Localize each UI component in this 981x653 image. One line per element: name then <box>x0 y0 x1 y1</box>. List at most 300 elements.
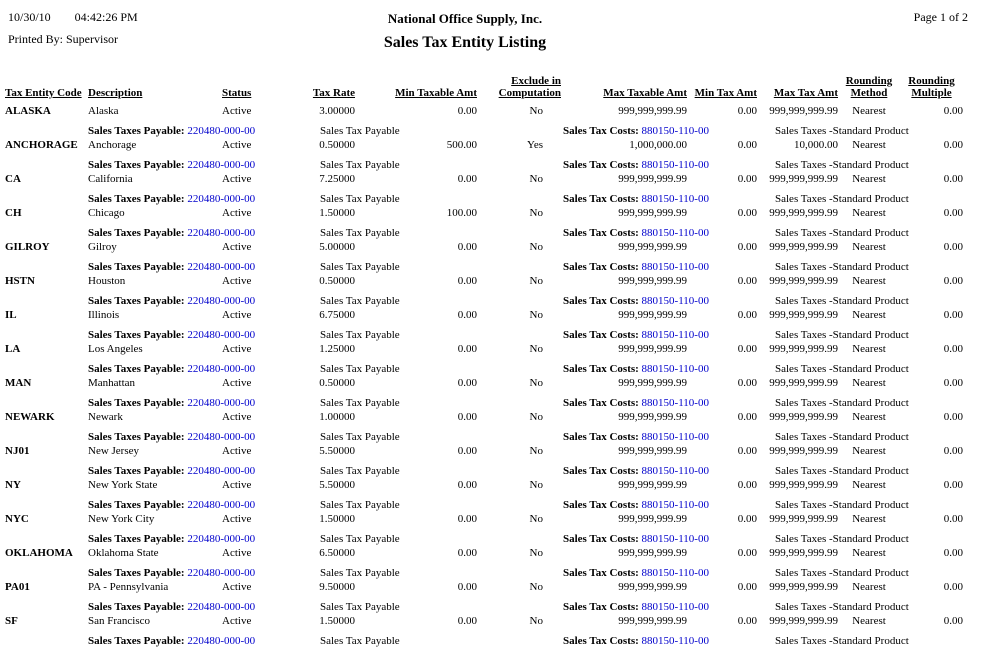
entity-max-tax-amt: 999,999,999.99 <box>769 547 838 559</box>
sales-tax-costs-account-link[interactable]: 880150-110-00 <box>641 193 709 205</box>
col-header-tax-rate: Tax Rate <box>312 87 355 99</box>
entity-exclude-in-computation: No <box>529 581 543 593</box>
entity-max-tax-amt: 999,999,999.99 <box>769 241 838 253</box>
entity-row <box>0 241 981 261</box>
entity-description: San Francisco <box>88 615 151 627</box>
entity-max-tax-amt: 999,999,999.99 <box>769 615 838 627</box>
entity-min-tax-amt: 0.00 <box>737 207 757 219</box>
sales-tax-costs-label: Sales Tax Costs: <box>563 465 639 477</box>
entity-status: Active <box>222 479 252 491</box>
sales-taxes-payable-description: Sales Tax Payable <box>320 397 400 409</box>
entity-rounding-multiple: 0.00 <box>943 139 963 151</box>
sales-taxes-payable-label: Sales Taxes Payable: <box>88 601 185 613</box>
sales-taxes-payable-description: Sales Tax Payable <box>320 295 400 307</box>
tax-entity-block <box>0 479 981 513</box>
sales-tax-costs-group <box>563 567 709 580</box>
tax-entity-block <box>0 377 981 411</box>
entity-description: New Jersey <box>88 445 140 457</box>
col-header-status: Status <box>222 87 252 99</box>
sales-tax-costs-description: Sales Taxes -Standard Product <box>775 601 909 613</box>
accounts-row <box>0 295 981 309</box>
entity-min-taxable-amt: 0.00 <box>457 513 477 525</box>
report-date: 10/30/10 <box>8 10 51 24</box>
tax-entity-block <box>0 445 981 479</box>
entity-min-tax-amt: 0.00 <box>737 479 757 491</box>
sales-taxes-payable-account-link[interactable]: 220480-000-00 <box>187 329 256 341</box>
col-header-rounding-multiple: Rounding Multiple <box>908 75 955 99</box>
sales-tax-costs-account-link[interactable]: 880150-110-00 <box>641 295 709 307</box>
sales-taxes-payable-group <box>88 159 255 172</box>
entity-rounding-multiple: 0.00 <box>943 241 963 253</box>
sales-tax-costs-label: Sales Tax Costs: <box>563 533 639 545</box>
accounts-row <box>0 567 981 581</box>
tax-entity-block <box>0 207 981 241</box>
entity-rounding-multiple: 0.00 <box>943 411 963 423</box>
sales-tax-costs-group <box>563 193 709 206</box>
entity-description: New York State <box>88 479 158 491</box>
entity-min-taxable-amt: 0.00 <box>457 105 477 117</box>
sales-taxes-payable-label: Sales Taxes Payable: <box>88 261 185 273</box>
sales-taxes-payable-account-link[interactable]: 220480-000-00 <box>187 601 256 613</box>
entity-tax-rate: 0.50000 <box>319 275 355 287</box>
sales-tax-costs-description: Sales Taxes -Standard Product <box>775 159 909 171</box>
entity-max-tax-amt: 999,999,999.99 <box>769 581 838 593</box>
entity-code: LA <box>5 343 21 355</box>
sales-taxes-payable-label: Sales Taxes Payable: <box>88 635 185 647</box>
sales-taxes-payable-description: Sales Tax Payable <box>320 465 400 477</box>
sales-tax-costs-group <box>563 499 709 512</box>
sales-taxes-payable-account-link[interactable]: 220480-000-00 <box>187 125 256 137</box>
entity-status: Active <box>222 207 252 219</box>
entity-max-tax-amt: 10,000.00 <box>794 139 838 151</box>
col-header-min-tax-amt: Min Tax Amt <box>694 87 757 99</box>
sales-taxes-payable-description: Sales Tax Payable <box>320 159 400 171</box>
sales-taxes-payable-label: Sales Taxes Payable: <box>88 533 185 545</box>
entity-rounding-multiple: 0.00 <box>943 207 963 219</box>
entity-rounding-method: Nearest <box>852 513 886 525</box>
sales-taxes-payable-group <box>88 397 255 410</box>
entity-tax-rate: 1.50000 <box>319 615 355 627</box>
entity-status: Active <box>222 445 252 457</box>
entity-rounding-method: Nearest <box>852 581 886 593</box>
entity-exclude-in-computation: No <box>529 343 543 355</box>
sales-taxes-payable-description: Sales Tax Payable <box>320 601 400 613</box>
sales-tax-costs-description: Sales Taxes -Standard Product <box>775 363 909 375</box>
sales-tax-costs-account-link[interactable]: 880150-110-00 <box>641 567 709 579</box>
entity-status: Active <box>222 139 252 151</box>
entity-description: California <box>88 173 133 185</box>
entity-status: Active <box>222 343 252 355</box>
sales-tax-costs-account-link[interactable]: 880150-110-00 <box>641 227 709 239</box>
sales-tax-costs-label: Sales Tax Costs: <box>563 397 639 409</box>
entity-tax-rate: 1.50000 <box>319 513 355 525</box>
sales-tax-costs-group <box>563 601 709 614</box>
sales-tax-costs-account-link[interactable]: 880150-110-00 <box>641 601 709 613</box>
entity-max-taxable-amt: 999,999,999.99 <box>618 615 687 627</box>
sales-taxes-payable-account-link[interactable]: 220480-000-00 <box>187 635 256 647</box>
sales-taxes-payable-group <box>88 329 255 342</box>
sales-taxes-payable-description: Sales Tax Payable <box>320 499 400 511</box>
entity-rounding-method: Nearest <box>852 547 886 559</box>
entity-status: Active <box>222 615 252 627</box>
sales-taxes-payable-label: Sales Taxes Payable: <box>88 295 185 307</box>
entity-rounding-method: Nearest <box>852 173 886 185</box>
entity-exclude-in-computation: No <box>529 411 543 423</box>
report-time: 04:42:26 PM <box>74 10 138 24</box>
sales-taxes-payable-account-link[interactable]: 220480-000-00 <box>187 533 256 545</box>
sales-taxes-payable-description: Sales Tax Payable <box>320 533 400 545</box>
entity-min-taxable-amt: 0.00 <box>457 615 477 627</box>
entity-row <box>0 581 981 601</box>
sales-tax-costs-label: Sales Tax Costs: <box>563 159 639 171</box>
entity-status: Active <box>222 411 252 423</box>
col-header-exclude-in-computation: Exclude in Computation <box>498 75 561 99</box>
sales-tax-costs-group <box>563 125 709 138</box>
accounts-row <box>0 601 981 615</box>
entity-rounding-multiple: 0.00 <box>943 479 963 491</box>
entity-description: Illinois <box>88 309 120 321</box>
tax-entity-block <box>0 513 981 547</box>
sales-taxes-payable-group <box>88 431 255 444</box>
entity-code: NY <box>5 479 21 491</box>
sales-tax-costs-label: Sales Tax Costs: <box>563 499 639 511</box>
sales-tax-costs-label: Sales Tax Costs: <box>563 601 639 613</box>
entity-min-taxable-amt: 0.00 <box>457 309 477 321</box>
entity-exclude-in-computation: No <box>529 513 543 525</box>
sales-taxes-payable-label: Sales Taxes Payable: <box>88 125 185 137</box>
sales-taxes-payable-account-link[interactable]: 220480-000-00 <box>187 397 256 409</box>
entity-row <box>0 377 981 397</box>
accounts-row <box>0 533 981 547</box>
sales-taxes-payable-label: Sales Taxes Payable: <box>88 499 185 511</box>
entity-description: New York City <box>88 513 155 525</box>
entity-rounding-method: Nearest <box>852 377 886 389</box>
tax-entity-block <box>0 275 981 309</box>
sales-taxes-payable-account-link[interactable]: 220480-000-00 <box>187 431 256 443</box>
sales-tax-costs-description: Sales Taxes -Standard Product <box>775 193 909 205</box>
sales-tax-costs-description: Sales Taxes -Standard Product <box>775 261 909 273</box>
entity-min-tax-amt: 0.00 <box>737 105 757 117</box>
sales-tax-costs-description: Sales Taxes -Standard Product <box>775 499 909 511</box>
entity-max-taxable-amt: 999,999,999.99 <box>618 479 687 491</box>
sales-tax-costs-description: Sales Taxes -Standard Product <box>775 227 909 239</box>
sales-taxes-payable-label: Sales Taxes Payable: <box>88 227 185 239</box>
sales-taxes-payable-label: Sales Taxes Payable: <box>88 193 185 205</box>
entity-tax-rate: 3.00000 <box>319 105 355 117</box>
entity-tax-rate: 5.50000 <box>319 479 355 491</box>
entity-tax-rate: 7.25000 <box>319 173 355 185</box>
entity-status: Active <box>222 513 252 525</box>
sales-taxes-payable-description: Sales Tax Payable <box>320 431 400 443</box>
entity-row <box>0 275 981 295</box>
company-name: National Office Supply, Inc. <box>387 11 543 26</box>
entity-rounding-multiple: 0.00 <box>943 547 963 559</box>
entity-exclude-in-computation: No <box>529 479 543 491</box>
sales-tax-costs-account-link[interactable]: 880150-110-00 <box>641 125 709 137</box>
sales-taxes-payable-account-link[interactable]: 220480-000-00 <box>187 193 256 205</box>
sales-taxes-payable-account-link[interactable]: 220480-000-00 <box>187 567 256 579</box>
entity-max-taxable-amt: 999,999,999.99 <box>618 241 687 253</box>
accounts-row <box>0 125 981 139</box>
entity-exclude-in-computation: No <box>529 241 543 253</box>
sales-taxes-payable-description: Sales Tax Payable <box>320 227 400 239</box>
entity-max-tax-amt: 999,999,999.99 <box>769 173 838 185</box>
entity-code: GILROY <box>5 241 50 253</box>
accounts-row <box>0 159 981 173</box>
tax-entity-block <box>0 139 981 173</box>
page-number: Page 1 of 2 <box>913 10 968 24</box>
entity-max-tax-amt: 999,999,999.99 <box>769 513 838 525</box>
sales-tax-costs-account-link[interactable]: 880150-110-00 <box>641 431 709 443</box>
entity-status: Active <box>222 581 252 593</box>
entity-max-tax-amt: 999,999,999.99 <box>769 377 838 389</box>
entity-max-taxable-amt: 999,999,999.99 <box>618 377 687 389</box>
sales-tax-costs-group <box>563 397 709 410</box>
entity-min-tax-amt: 0.00 <box>737 343 757 355</box>
sales-taxes-payable-group <box>88 601 255 614</box>
sales-tax-costs-account-link[interactable]: 880150-110-00 <box>641 533 709 545</box>
entity-max-tax-amt: 999,999,999.99 <box>769 479 838 491</box>
sales-tax-costs-label: Sales Tax Costs: <box>563 363 639 375</box>
entity-exclude-in-computation: No <box>529 547 543 559</box>
report-header-center <box>0 11 930 52</box>
entity-code: IL <box>5 309 17 321</box>
sales-tax-costs-group <box>563 363 709 376</box>
entity-status: Active <box>222 377 252 389</box>
tax-entity-block <box>0 547 981 581</box>
entity-description: Anchorage <box>88 139 137 151</box>
entity-min-taxable-amt: 0.00 <box>457 581 477 593</box>
entity-row <box>0 139 981 159</box>
entity-status: Active <box>222 309 252 321</box>
entity-max-taxable-amt: 999,999,999.99 <box>618 173 687 185</box>
sales-taxes-payable-account-link[interactable]: 220480-000-00 <box>187 363 256 375</box>
accounts-row <box>0 193 981 207</box>
tax-entity-block <box>0 173 981 207</box>
entity-exclude-in-computation: No <box>529 309 543 321</box>
entity-rounding-multiple: 0.00 <box>943 615 963 627</box>
entity-max-taxable-amt: 999,999,999.99 <box>618 581 687 593</box>
sales-taxes-payable-label: Sales Taxes Payable: <box>88 363 185 375</box>
entity-min-taxable-amt: 0.00 <box>457 343 477 355</box>
sales-tax-costs-description: Sales Taxes -Standard Product <box>775 635 909 647</box>
sales-taxes-payable-account-link[interactable]: 220480-000-00 <box>187 227 256 239</box>
column-headers <box>0 75 981 101</box>
sales-taxes-payable-group <box>88 363 255 376</box>
sales-tax-costs-account-link[interactable]: 880150-110-00 <box>641 499 709 511</box>
entity-description: Manhattan <box>88 377 136 389</box>
entity-min-taxable-amt: 100.00 <box>446 207 477 219</box>
accounts-row <box>0 397 981 411</box>
sales-tax-costs-label: Sales Tax Costs: <box>563 431 639 443</box>
entity-rounding-multiple: 0.00 <box>943 581 963 593</box>
sales-tax-costs-label: Sales Tax Costs: <box>563 227 639 239</box>
entity-min-taxable-amt: 0.00 <box>457 275 477 287</box>
col-header-rounding-method: Rounding Method <box>845 75 893 99</box>
sales-taxes-payable-account-link[interactable]: 220480-000-00 <box>187 261 256 273</box>
sales-taxes-payable-group <box>88 193 255 206</box>
sales-tax-costs-label: Sales Tax Costs: <box>563 193 639 205</box>
entity-row <box>0 547 981 567</box>
sales-taxes-payable-group <box>88 261 255 274</box>
entity-rounding-method: Nearest <box>852 615 886 627</box>
col-header-description: Description <box>88 87 143 99</box>
entity-rounding-method: Nearest <box>852 479 886 491</box>
entity-code: NYC <box>5 513 29 525</box>
entity-max-taxable-amt: 1,000,000.00 <box>629 139 687 151</box>
entity-max-taxable-amt: 999,999,999.99 <box>618 275 687 287</box>
entity-max-tax-amt: 999,999,999.99 <box>769 445 838 457</box>
entity-row <box>0 173 981 193</box>
sales-tax-costs-label: Sales Tax Costs: <box>563 567 639 579</box>
entity-min-taxable-amt: 0.00 <box>457 173 477 185</box>
entity-exclude-in-computation: No <box>529 173 543 185</box>
entity-row <box>0 479 981 499</box>
entity-row <box>0 309 981 329</box>
entity-description: Newark <box>88 411 123 423</box>
sales-taxes-payable-group <box>88 227 255 240</box>
sales-tax-costs-label: Sales Tax Costs: <box>563 635 639 647</box>
entity-min-tax-amt: 0.00 <box>737 275 757 287</box>
entity-status: Active <box>222 173 252 185</box>
entity-rounding-method: Nearest <box>852 207 886 219</box>
sales-tax-costs-account-link[interactable]: 880150-110-00 <box>641 159 709 171</box>
sales-tax-costs-account-link[interactable]: 880150-110-00 <box>641 363 709 375</box>
entity-max-taxable-amt: 999,999,999.99 <box>618 445 687 457</box>
sales-taxes-payable-label: Sales Taxes Payable: <box>88 397 185 409</box>
sales-taxes-payable-account-link[interactable]: 220480-000-00 <box>187 499 256 511</box>
entity-min-tax-amt: 0.00 <box>737 547 757 559</box>
entity-description: Chicago <box>88 207 125 219</box>
sales-tax-costs-label: Sales Tax Costs: <box>563 125 639 137</box>
entity-tax-rate: 1.00000 <box>319 411 355 423</box>
report-rows <box>0 105 981 649</box>
entity-code: NJ01 <box>5 445 30 457</box>
sales-tax-costs-account-link[interactable]: 880150-110-00 <box>641 261 709 273</box>
entity-rounding-multiple: 0.00 <box>943 343 963 355</box>
sales-taxes-payable-description: Sales Tax Payable <box>320 193 400 205</box>
accounts-row <box>0 261 981 275</box>
sales-taxes-payable-description: Sales Tax Payable <box>320 635 400 647</box>
sales-tax-costs-account-link[interactable]: 880150-110-00 <box>641 329 709 341</box>
accounts-row <box>0 329 981 343</box>
sales-taxes-payable-group <box>88 295 255 308</box>
entity-max-tax-amt: 999,999,999.99 <box>769 411 838 423</box>
sales-taxes-payable-account-link[interactable]: 220480-000-00 <box>187 159 256 171</box>
entity-row <box>0 445 981 465</box>
entity-max-taxable-amt: 999,999,999.99 <box>618 207 687 219</box>
entity-rounding-multiple: 0.00 <box>943 275 963 287</box>
entity-max-tax-amt: 999,999,999.99 <box>769 105 838 117</box>
entity-tax-rate: 1.50000 <box>319 207 355 219</box>
report-header <box>0 0 981 58</box>
sales-taxes-payable-label: Sales Taxes Payable: <box>88 431 185 443</box>
col-header-min-taxable-amt: Min Taxable Amt <box>395 87 477 99</box>
sales-tax-costs-description: Sales Taxes -Standard Product <box>775 533 909 545</box>
sales-tax-costs-account-link[interactable]: 880150-110-00 <box>641 397 709 409</box>
entity-max-tax-amt: 999,999,999.99 <box>769 275 838 287</box>
sales-tax-costs-description: Sales Taxes -Standard Product <box>775 295 909 307</box>
entity-min-tax-amt: 0.00 <box>737 513 757 525</box>
report-title: Sales Tax Entity Listing <box>383 34 547 51</box>
entity-rounding-multiple: 0.00 <box>943 445 963 457</box>
entity-min-tax-amt: 0.00 <box>737 139 757 151</box>
entity-exclude-in-computation: No <box>529 207 543 219</box>
entity-min-taxable-amt: 0.00 <box>457 479 477 491</box>
sales-tax-costs-account-link[interactable]: 880150-110-00 <box>641 465 709 477</box>
entity-exclude-in-computation: No <box>529 105 543 117</box>
entity-description: Los Angeles <box>88 343 143 355</box>
sales-taxes-payable-description: Sales Tax Payable <box>320 261 400 273</box>
entity-min-tax-amt: 0.00 <box>737 445 757 457</box>
sales-tax-costs-group <box>563 329 709 342</box>
sales-taxes-payable-group <box>88 533 255 546</box>
sales-taxes-payable-group <box>88 567 255 580</box>
entity-tax-rate: 6.75000 <box>319 309 355 321</box>
entity-description: Houston <box>88 275 126 287</box>
sales-tax-costs-account-link[interactable]: 880150-110-00 <box>641 635 709 647</box>
entity-rounding-multiple: 0.00 <box>943 513 963 525</box>
entity-min-tax-amt: 0.00 <box>737 377 757 389</box>
entity-min-tax-amt: 0.00 <box>737 581 757 593</box>
entity-max-taxable-amt: 999,999,999.99 <box>618 105 687 117</box>
entity-min-tax-amt: 0.00 <box>737 309 757 321</box>
sales-taxes-payable-group <box>88 125 255 138</box>
entity-code: NEWARK <box>5 411 55 423</box>
sales-taxes-payable-description: Sales Tax Payable <box>320 329 400 341</box>
entity-code: ALASKA <box>5 105 51 117</box>
sales-tax-costs-description: Sales Taxes -Standard Product <box>775 397 909 409</box>
entity-max-taxable-amt: 999,999,999.99 <box>618 309 687 321</box>
sales-tax-costs-description: Sales Taxes -Standard Product <box>775 329 909 341</box>
entity-description: Gilroy <box>88 241 117 253</box>
entity-status: Active <box>222 275 252 287</box>
entity-min-tax-amt: 0.00 <box>737 173 757 185</box>
sales-tax-costs-label: Sales Tax Costs: <box>563 329 639 341</box>
sales-tax-costs-group <box>563 227 709 240</box>
entity-rounding-method: Nearest <box>852 105 886 117</box>
col-header-tax-entity-code: Tax Entity Code <box>5 87 82 99</box>
entity-tax-rate: 5.50000 <box>319 445 355 457</box>
col-header-max-tax-amt: Max Tax Amt <box>773 87 838 99</box>
sales-tax-costs-group <box>563 533 709 546</box>
sales-taxes-payable-account-link[interactable]: 220480-000-00 <box>187 465 256 477</box>
tax-entity-block <box>0 581 981 615</box>
entity-rounding-multiple: 0.00 <box>943 173 963 185</box>
tax-entity-block <box>0 411 981 445</box>
sales-taxes-payable-label: Sales Taxes Payable: <box>88 329 185 341</box>
sales-taxes-payable-group <box>88 635 255 648</box>
sales-tax-costs-label: Sales Tax Costs: <box>563 295 639 307</box>
sales-tax-costs-label: Sales Tax Costs: <box>563 261 639 273</box>
sales-tax-costs-group <box>563 295 709 308</box>
sales-taxes-payable-account-link[interactable]: 220480-000-00 <box>187 295 256 307</box>
entity-row <box>0 343 981 363</box>
sales-tax-costs-group <box>563 465 709 478</box>
entity-code: SF <box>5 615 18 627</box>
printed-by: Printed By: Supervisor <box>8 32 118 46</box>
entity-row <box>0 513 981 533</box>
entity-code: PA01 <box>5 581 30 593</box>
entity-row <box>0 207 981 227</box>
entity-max-taxable-amt: 999,999,999.99 <box>618 547 687 559</box>
entity-min-taxable-amt: 0.00 <box>457 445 477 457</box>
entity-min-tax-amt: 0.00 <box>737 615 757 627</box>
entity-max-taxable-amt: 999,999,999.99 <box>618 411 687 423</box>
entity-exclude-in-computation: No <box>529 377 543 389</box>
entity-rounding-multiple: 0.00 <box>943 309 963 321</box>
entity-min-taxable-amt: 0.00 <box>457 547 477 559</box>
